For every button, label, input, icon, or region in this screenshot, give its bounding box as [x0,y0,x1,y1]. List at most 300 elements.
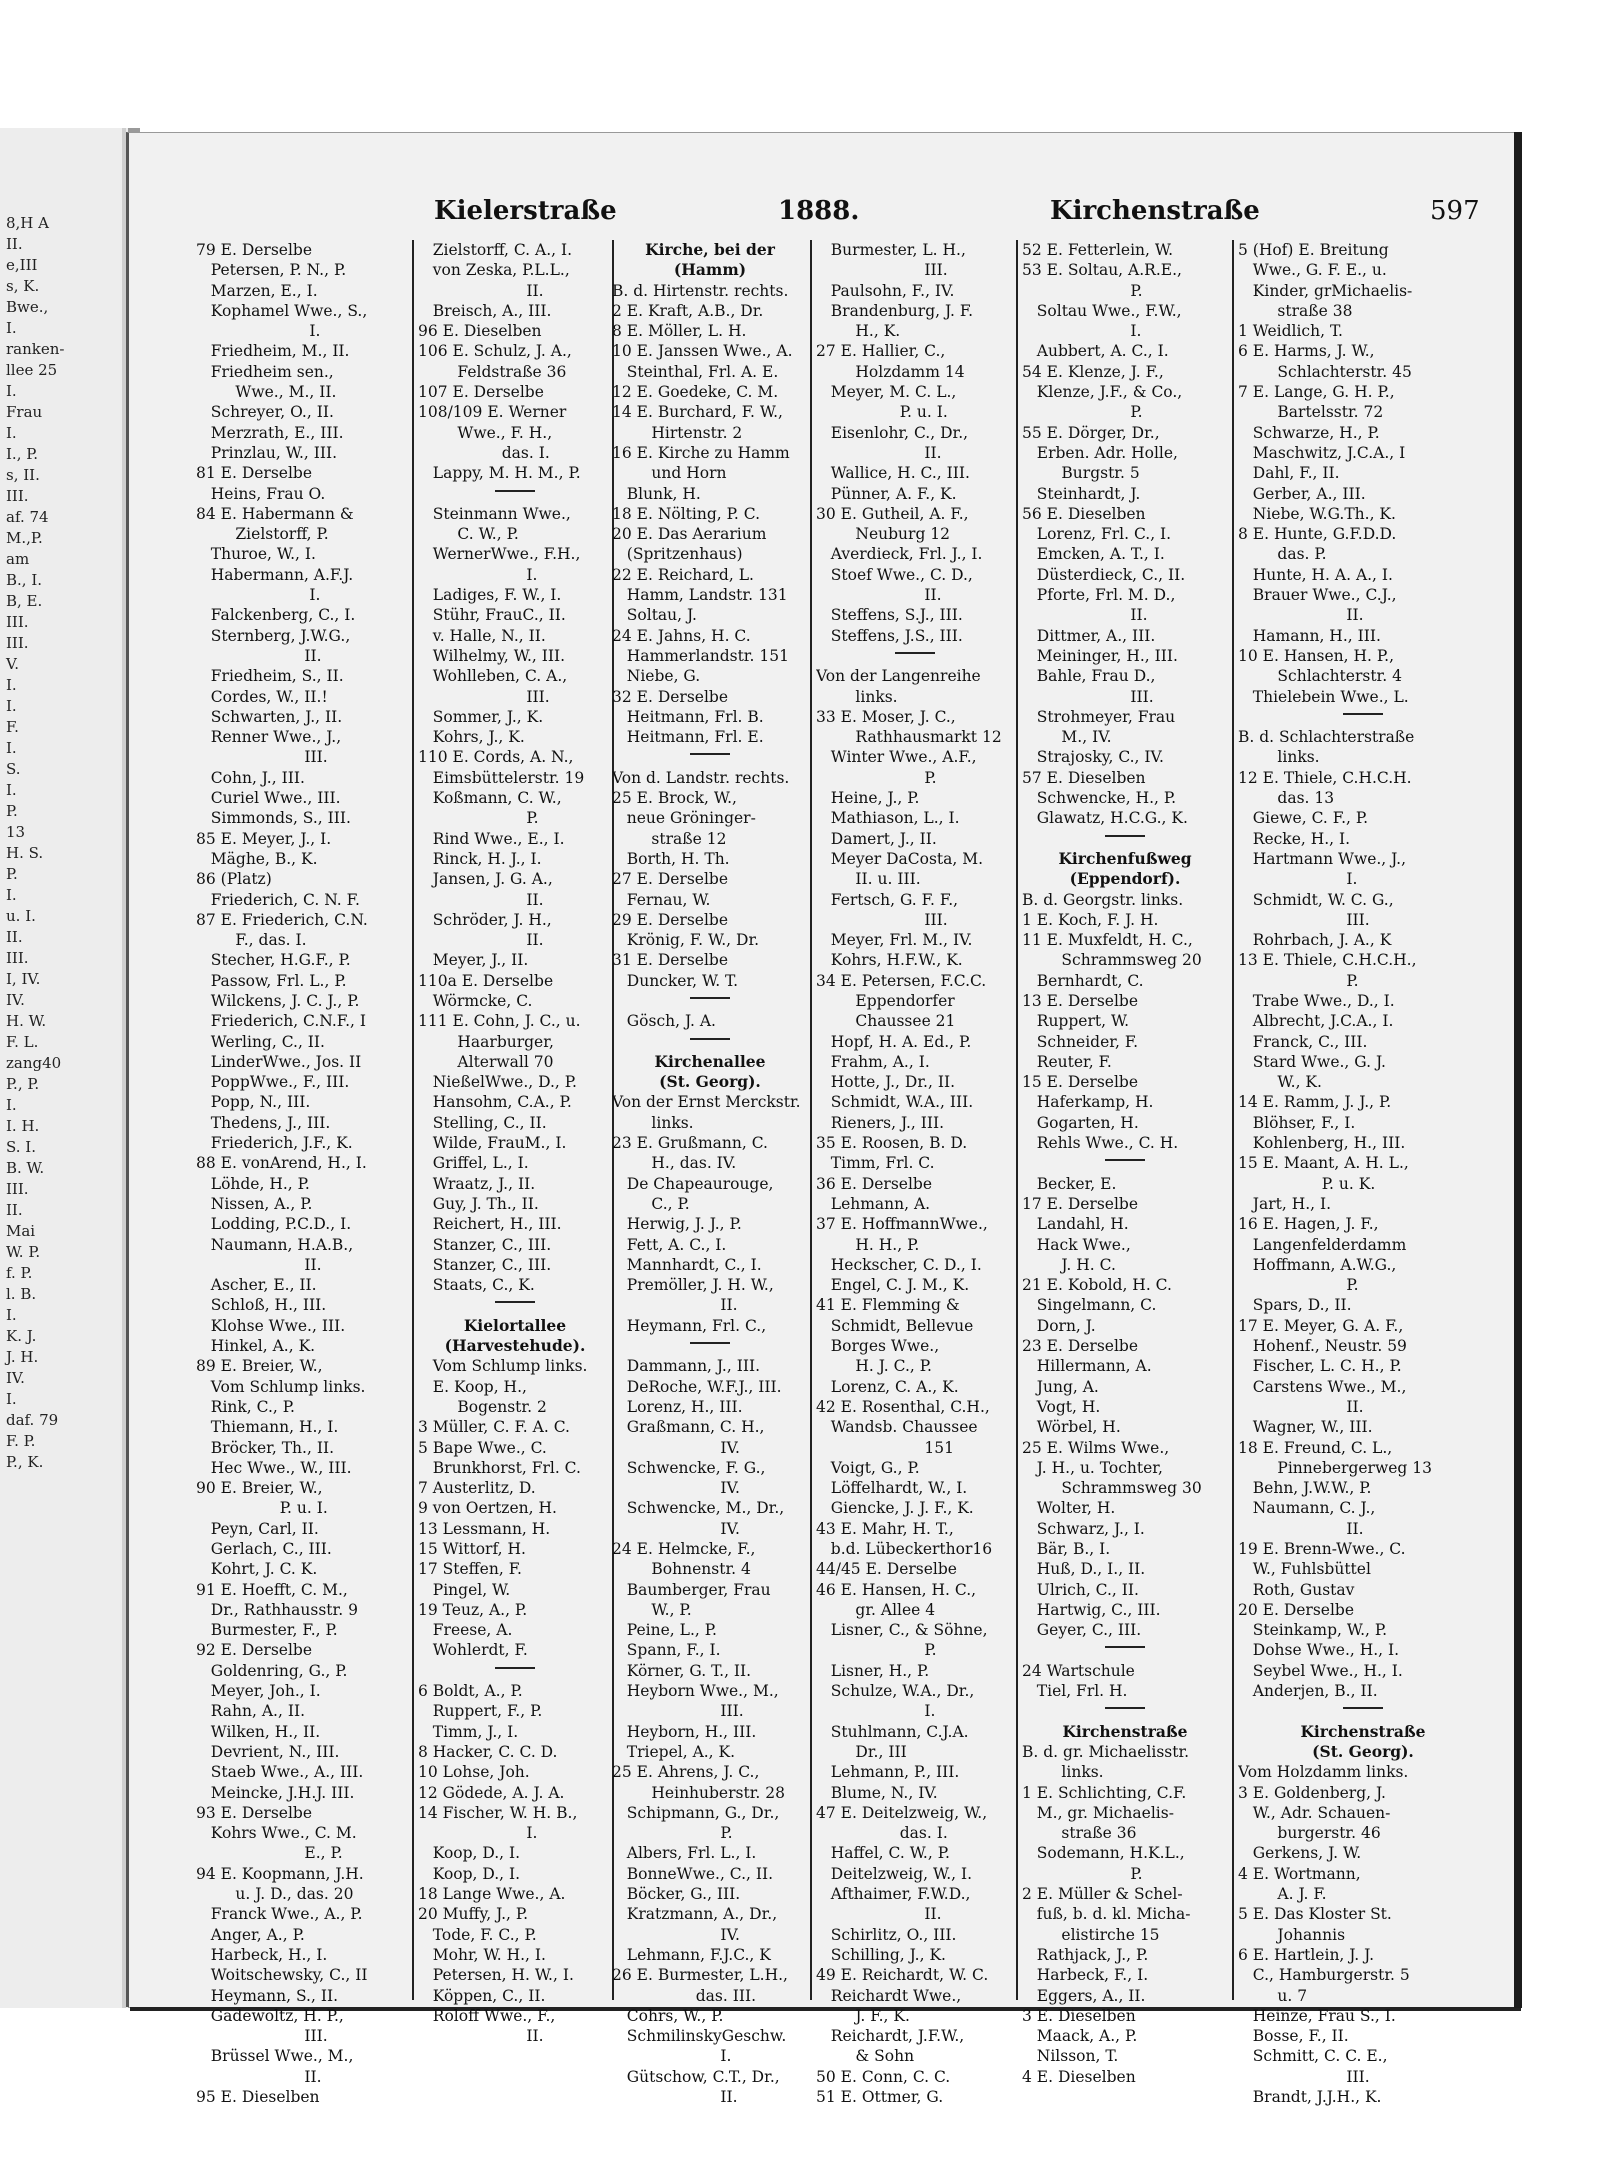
separator-rule [1105,1159,1145,1161]
directory-entry: 12 E. Goedeke, C. M. [612,383,779,402]
left-fragment-line: daf. 79 [6,1411,59,1429]
left-fragment-line: I. [6,1390,17,1408]
directory-entry: C., P. [612,1194,690,1213]
left-page-text-fragments [6,213,64,1473]
directory-entry: 85 E. Meyer, J., I. [196,829,332,848]
directory-entry: I. [612,2047,732,2066]
directory-entry: P. [1022,281,1143,300]
directory-entry: links. [612,1113,694,1132]
street-heading: (Hamm) [673,260,747,280]
directory-entry: 54 E. Klenze, J. F., [1022,362,1164,381]
directory-entry: Albrecht, J.C.A., I. [1238,1012,1394,1031]
entry-separator [612,747,808,767]
directory-entry: Lehmann, F.J.C., K [612,1945,771,1964]
directory-entry: Petersen, P. N., P. [196,261,347,280]
directory-entry: Schmidt, W. C. G., [1238,890,1394,909]
directory-column-2 [418,240,612,2046]
left-fragment-line: II. [6,1201,23,1219]
directory-entry: 4 E. Dieselben [1022,2067,1136,2086]
directory-entry: Meincke, J.H.J. III. [196,1783,355,1802]
directory-entry: Wwe., M., II. [196,383,337,402]
directory-entry: Schneider, F. [1022,1032,1139,1051]
directory-entry: Damert, J., II. [816,829,937,848]
directory-entry: 7 E. Lange, G. H. P., [1238,383,1395,402]
directory-entry: Sternberg, J.W.G., [196,626,351,645]
directory-entry: Gerkens, J. W. [1238,1844,1362,1863]
left-fragment-line: u. I. [6,907,36,925]
directory-entry: Gütschow, C.T., Dr., [612,2067,780,2086]
directory-entry: Vogt, H. [1022,1397,1101,1416]
directory-entry: W., Fuhlsbüttel [1238,1560,1371,1579]
directory-entry: 110a E. Derselbe [418,971,554,990]
directory-entry: 36 E. Derselbe [816,1174,933,1193]
entry-separator [1238,707,1488,727]
directory-entry: 107 E. Derselbe [418,383,544,402]
directory-entry: Thielebein Wwe., L. [1238,687,1409,706]
directory-entry: 106 E. Schulz, J. A., [418,342,572,361]
page-edge-shadow [1514,132,1522,2008]
directory-entry: Roth, Gustav [1238,1580,1355,1599]
directory-entry: 52 E. Fetterlein, W. [1022,241,1174,259]
street-heading: Kirchenallee [654,1051,766,1071]
directory-entry: P. u. K. [1238,1174,1376,1193]
left-fragment-line: I. [6,1096,17,1114]
left-fragment-line: I. [6,424,17,442]
directory-entry: Friedheim, M., II. [196,342,350,361]
directory-entry: 44/45 E. Derselbe [816,1560,957,1579]
directory-entry: Wohlleben, C. A., [418,667,568,686]
directory-entry: Dr., III [816,1742,907,1761]
directory-entry: 26 E. Burmester, L.H., [612,1966,788,1985]
directory-entry: Meyer, J., II. [418,951,529,970]
directory-entry: 47 E. Deitelzweig, W., [816,1803,988,1822]
directory-entry: Jart, H., I. [1238,1194,1332,1213]
left-fragment-line: I. [6,739,17,757]
directory-entry: Schmitt, C. C. E., [1238,2047,1388,2066]
entry-separator [612,1032,808,1052]
directory-entry: Kinder, grMichaelis- [1238,281,1413,300]
separator-rule [690,997,730,999]
directory-entry: Reuter, F. [1022,1052,1112,1071]
directory-entry: Ascher, E., II. [196,1276,317,1295]
directory-entry: Mannhardt, C., I. [612,1255,762,1274]
left-fragment-line: H. S. [6,844,44,862]
directory-entry: Krönig, F. W., Dr. [612,931,760,950]
directory-entry: Von d. Landstr. rechts. [612,768,790,787]
directory-entry: 6 E. Hartlein, J. J. [1238,1945,1375,1964]
street-heading: Kirchenfußweg [1058,848,1192,868]
directory-entry: P. [418,809,539,828]
directory-entry: Schlachterstr. 4 [1238,667,1402,686]
directory-entry: 24 Wartschule [1022,1661,1135,1680]
directory-entry: 7 Austerlitz, D. [418,1479,536,1498]
left-fragment-line: e,III [6,256,38,274]
directory-entry: Dahl, F., II. [1238,464,1340,483]
directory-entry: Bogenstr. 2 [418,1397,547,1416]
directory-entry: 20 Muffy, J., P. [418,1905,529,1924]
directory-entry: Graßmann, C. H., [612,1418,765,1437]
separator-rule [1105,1707,1145,1709]
directory-entry: Eppendorfer [816,991,955,1010]
directory-entry: Hammerlandstr. 151 [612,646,789,665]
directory-entry: 31 E. Derselbe [612,951,729,970]
directory-entry: Rathhausmarkt 12 [816,728,1002,747]
directory-entry: II. [816,443,942,462]
left-fragment-line: F. L. [6,1033,39,1051]
left-fragment-line: II. [6,235,23,253]
directory-entry: W., K. [1238,1073,1322,1092]
left-fragment-line: B, E. [6,592,43,610]
directory-entry: Baumberger, Frau [612,1580,771,1599]
directory-entry: 13 E. Thiele, C.H.C.H., [1238,951,1417,970]
directory-entry: 22 E. Reichard, L. [612,565,754,584]
directory-entry: 87 E. Friederich, C.N. [196,910,368,929]
separator-rule [690,1038,730,1040]
directory-entry: Harbeck, H., I. [196,1945,328,1964]
directory-entry: Mohr, W. H., I. [418,1945,546,1964]
directory-entry: Hoffmann, A.W.G., [1238,1255,1397,1274]
directory-entry: Meininger, H., III. [1022,646,1178,665]
directory-entry: Fertsch, G. F. F., [816,890,959,909]
directory-entry: SchmilinskyGeschw. [612,2027,787,2046]
directory-entry: Hamm, Landstr. 131 [612,586,788,605]
directory-entry: Zielstorff, P. [196,525,329,544]
directory-entry: 25 E. Ahrens, J. C., [612,1763,760,1782]
directory-entry: 15 E. Maant, A. H. L., [1238,1154,1409,1173]
directory-entry: (Spritzenhaus) [612,545,743,564]
directory-entry: Wörmcke, C. [418,991,533,1010]
directory-entry: Heymann, S., II. [196,1986,339,2005]
directory-entry: Lappy, M. H. M., P. [418,464,581,483]
left-fragment-line: s, K. [6,277,40,295]
directory-entry: Fischer, L. C. H., P. [1238,1357,1402,1376]
directory-entry: Fett, A. C., I. [612,1235,727,1254]
directory-entry: b.d. Lübeckerthor16 [816,1540,993,1558]
left-fragment-line: III. [6,487,29,505]
directory-entry: Petersen, H. W., I. [418,1966,574,1985]
directory-entry: Lorenz, C. A., K. [816,1377,959,1396]
directory-entry: Strohmeyer, Frau [1022,707,1176,726]
directory-entry: Cordes, W., II.! [196,687,328,706]
directory-entry: Trabe Wwe., D., I. [1238,991,1395,1010]
directory-entry: 3 E. Goldenberg, J. [1238,1783,1386,1802]
directory-entry: Hopf, H. A. Ed., P. [816,1032,972,1051]
street-heading: (Eppendorf). [1069,869,1181,889]
separator-rule [1343,713,1383,715]
directory-entry: 96 E. Dieselben [418,322,542,341]
directory-entry: Kratzmann, A., Dr., [612,1905,778,1924]
directory-entry: Von der Langenreihe [816,667,981,686]
directory-entry: A. J. F. [1238,1885,1327,1904]
entry-separator [418,1661,612,1681]
directory-entry: Feldstraße 36 [418,362,567,381]
directory-entry: NießelWwe., D., P. [418,1073,577,1092]
directory-entry: Brüssel Wwe., M., [196,2047,354,2066]
directory-entry: Herwig, J. J., P. [612,1215,742,1234]
directory-entry: 23 E. Derselbe [1022,1337,1139,1356]
directory-entry: P. u. I. [816,403,948,422]
directory-entry: Jung, A. [1022,1377,1099,1396]
left-page-fragment [0,128,140,2008]
directory-entry: P. [1022,403,1143,422]
directory-entry: III. [1022,687,1154,706]
directory-entry: Hunte, H. A. A., I. [1238,565,1393,584]
directory-entry: 93 E. Derselbe [196,1803,313,1822]
left-fragment-line: IV. [6,1369,25,1387]
street-heading: (St. Georg). [659,1072,761,1092]
directory-entry: Friedheim sen., [196,362,334,381]
directory-entry: und Horn [612,464,727,483]
directory-entry: Thiemann, H., I. [196,1418,339,1437]
directory-entry: Afthaimer, F.W.D., [816,1885,971,1904]
directory-entry: II. [1238,1397,1364,1416]
separator-rule [690,753,730,755]
directory-entry: Devrient, N., III. [196,1742,340,1761]
directory-entry: 111 E. Cohn, J. C., u. [418,1012,581,1031]
directory-entry: 6 E. Harms, J. W., [1238,342,1375,361]
directory-entry: Wolter, H. [1022,1499,1116,1518]
entry-separator [1022,1640,1228,1660]
directory-entry: Wilde, FrauM., I. [418,1134,567,1153]
directory-entry: 57 E. Dieselben [1022,768,1146,787]
directory-entry: Breisch, A., III. [418,301,552,320]
directory-entry: 8 E. Möller, L. H. [612,322,747,341]
directory-entry: Schmidt, W.A., III. [816,1093,974,1112]
directory-entry: B. d. gr. Michaelisstr. [1022,1742,1190,1761]
directory-entry: Pinnebergerweg 13 [1238,1458,1432,1477]
left-fragment-line: I. [6,319,17,337]
directory-entry: Carstens Wwe., M., [1238,1377,1407,1396]
directory-entry: III. [816,261,948,280]
directory-entry: Schloß, H., III. [196,1296,327,1315]
directory-entry: Haferkamp, H. [1022,1093,1154,1112]
directory-entry: Stuhlmann, C.J.A. [816,1722,969,1741]
directory-entry: II. [1022,606,1148,625]
directory-entry: Koßmann, C. W., [418,789,562,808]
directory-entry: 14 E. Ramm, J. J., P. [1238,1093,1392,1112]
directory-entry: II. [418,931,544,950]
directory-entry: 2 E. Müller & Schel- [1022,1885,1183,1904]
directory-entry: Landahl, H. [1022,1215,1129,1234]
left-fragment-line: zang40 [6,1054,62,1072]
directory-entry: Geyer, C., III. [1022,1621,1142,1640]
street-heading: Kirchenstraße [1300,1721,1426,1741]
directory-entry: 25 E. Brock, W., [612,789,737,808]
directory-entry: Lodding, P.C.D., I. [196,1215,352,1234]
directory-entry: Reichardt Wwe., [816,1986,962,2005]
directory-entry: Bär, B., I. [1022,1540,1111,1558]
directory-entry: III. [816,910,948,929]
directory-entry: Glawatz, H.C.G., K. [1022,809,1188,828]
left-fragment-line: P., K. [6,1453,44,1471]
directory-entry: Sommer, J., K. [418,707,544,726]
entry-separator [1022,1153,1228,1173]
directory-entry: Brandenburg, J. F. [816,301,974,320]
directory-entry: 43 E. Mahr, H. T., [816,1519,954,1538]
directory-entry: 92 E. Derselbe [196,1641,313,1660]
directory-entry: Schilling, J., K. [816,1945,946,1964]
directory-entry: Bahle, Frau D., [1022,667,1156,686]
directory-entry: Hartmann Wwe., J., [1238,849,1407,868]
directory-entry: das. 13 [1238,789,1335,808]
directory-entry: 21 E. Kobold, H. C. [1022,1276,1172,1295]
directory-entry: Steinmann Wwe., [418,504,571,523]
directory-column-4 [816,240,1014,2107]
directory-entry: Ruppert, W. [1022,1012,1130,1031]
directory-entry: Pünner, A. F., K. [816,484,957,503]
street-heading: Kirchenstraße [1062,1721,1188,1741]
directory-entry: 1 E. Koch, F. J. H. [1022,910,1159,929]
directory-entry: Curiel Wwe., III. [196,789,341,808]
directory-entry: Anderjen, B., II. [1238,1682,1378,1701]
directory-entry: I. [418,1824,538,1843]
directory-entry: 3 E. Dieselben [1022,2006,1136,2025]
street-heading: (St. Georg). [1312,1741,1414,1761]
directory-entry: B. d. Schlachterstraße [1238,728,1415,747]
left-fragment-line: Bwe., [6,298,49,316]
left-fragment-line: I., P. [6,445,39,463]
directory-entry: Meyer, Frl. M., IV. [816,931,973,950]
directory-entry: III. [1238,2067,1370,2086]
directory-entry: Eisenlohr, C., Dr., [816,423,969,442]
directory-entry: P. [1022,1864,1143,1883]
left-fragment-line: s, II. [6,466,40,484]
directory-entry: Düsterdieck, C., II. [1022,565,1186,584]
directory-entry: 24 E. Jahns, H. C. [612,626,751,645]
directory-entry: Friederich, C. N. F. [196,890,360,909]
directory-entry: 46 E. Hansen, H. C., [816,1580,977,1599]
directory-entry: Gerber, A., III. [1238,484,1366,503]
directory-entry: u. 7 [1238,1986,1308,2005]
directory-entry: & Sohn [816,2047,915,2066]
directory-entry: Köppen, C., II. [418,1986,546,2005]
directory-entry: Steffens, S.J., III. [816,606,963,625]
left-fragment-line: I. [6,1306,17,1324]
directory-entry: Klohse Wwe., III. [196,1316,346,1335]
entry-separator [418,1295,612,1315]
left-fragment-line: I. [6,781,17,799]
directory-entry: Johannis [1238,1925,1346,1944]
directory-entry: Burmester, F., P. [196,1621,338,1640]
directory-entry: 25 E. Wilms Wwe., [1022,1438,1170,1457]
directory-entry: Vom Schlump links. [196,1377,366,1396]
directory-entry: LinderWwe., Jos. II [196,1052,362,1071]
directory-entry: Haarburger, [418,1032,554,1051]
directory-entry: Frahm, A., I. [816,1052,930,1071]
left-fragment-line: I. [6,886,17,904]
directory-entry: Staeb Wwe., A., III. [196,1763,364,1782]
entry-separator [1022,829,1228,849]
directory-entry: Heine, J., P. [816,789,920,808]
directory-entry: II. [196,1255,322,1274]
directory-entry: Wwe., F. H., [418,423,553,442]
separator-rule [1343,1707,1383,1709]
directory-entry: Burgstr. 5 [1022,464,1140,483]
directory-entry: 27 E. Hallier, C., [816,342,946,361]
directory-entry: 27 E. Derselbe [612,870,729,889]
directory-entry: u. J. D., das. 20 [196,1885,354,1904]
directory-entry: 18 Lange Wwe., A. [418,1885,566,1904]
directory-entry: 16 E. Hagen, J. F., [1238,1215,1379,1234]
street-heading: (Harvestehude). [444,1336,586,1356]
directory-entry: I. [1238,870,1358,889]
directory-entry: Hansohm, C.A., P. [418,1093,572,1112]
directory-entry: Pingel, W. [418,1580,511,1599]
directory-entry: B. d. Hirtenstr. rechts. [612,281,789,300]
directory-entry: Alterwall 70 [418,1052,554,1071]
directory-entry: straße 12 [612,829,727,848]
directory-entry: 91 E. Hoefft, C. M., [196,1580,348,1599]
directory-entry: Tiel, Frl. H. [1022,1682,1128,1701]
directory-entry: 55 E. Dörger, Dr., [1022,423,1160,442]
directory-entry: Steinthal, Frl. A. E. [612,362,779,381]
directory-entry: 16 E. Kirche zu Hamm [612,443,790,462]
directory-entry: Spars, D., II. [1238,1296,1352,1315]
directory-entry: Albers, Frl. L., I. [612,1844,757,1863]
directory-entry: 10 Lohse, Joh. [418,1763,530,1782]
directory-entry: Gerlach, C., III. [196,1540,332,1558]
left-fragment-line: III. [6,949,29,967]
directory-entry: Lehmann, A. [816,1194,931,1213]
directory-entry: Deitelzweig, W., I. [816,1864,973,1883]
left-fragment-line: I, IV. [6,970,41,988]
directory-entry: Schwarz, J., I. [1022,1519,1145,1538]
directory-entry: Koop, D., I. [418,1864,521,1883]
directory-column-6 [1238,240,1488,2107]
directory-entry: Koop, D., I. [418,1844,521,1863]
directory-entry: burgerstr. 46 [1238,1824,1381,1843]
column-rule [1232,240,1234,2000]
directory-entry: Cohrs, W., P. [612,2006,724,2025]
directory-entry: Bohnenstr. 4 [612,1560,751,1579]
directory-entry: Löhde, H., P. [196,1174,310,1193]
directory-entry: Erben. Adr. Holle, [1022,443,1178,462]
left-fragment-line: F. [6,718,19,736]
left-fragment-line: I. H. [6,1117,40,1135]
year-heading: 1888. [778,196,860,226]
directory-entry: P. [1238,971,1359,990]
left-fragment-line: am [6,550,30,568]
directory-entry: Tode, F. C., P. [418,1925,537,1944]
directory-entry: Borth, H. Th. [612,849,730,868]
directory-entry: gr. Allee 4 [816,1600,936,1619]
directory-entry: 94 E. Koopmann, J.H. [196,1864,364,1883]
directory-entry: Thuroe, W., I. [196,545,316,564]
directory-entry: Blunk, H. [612,484,701,503]
directory-entry: Woitschewsky, C., II [196,1966,368,1985]
directory-entry: 20 E. Das Aerarium [612,525,767,544]
directory-entry: 30 E. Gutheil, A. F., [816,504,969,523]
directory-entry: Hamann, H., III. [1238,626,1381,645]
left-fragment-line: III. [6,634,29,652]
directory-entry: 20 E. Derselbe [1238,1600,1355,1619]
separator-rule [1105,1646,1145,1648]
directory-entry: Bartelsstr. 72 [1238,403,1384,422]
directory-entry: W., P. [612,1600,692,1619]
directory-entry: Dorn, J. [1022,1316,1096,1335]
directory-entry: Ulrich, C., II. [1022,1580,1139,1599]
directory-entry: Haffel, C. W., P. [816,1844,950,1863]
directory-entry: 17 E. Meyer, G. A. F., [1238,1316,1404,1335]
entry-separator [816,646,1014,666]
directory-entry: Lisner, C., & Söhne, [816,1621,988,1640]
directory-entry: Peyn, Carl, II. [196,1519,319,1538]
directory-entry: H., K. [816,322,901,341]
directory-entry: Kophamel Wwe., S., [196,301,368,320]
directory-entry: II. u. III. [816,870,921,889]
directory-entry: Mäghe, B., K. [196,849,318,868]
left-fragment-line: M.,P. [6,529,43,547]
